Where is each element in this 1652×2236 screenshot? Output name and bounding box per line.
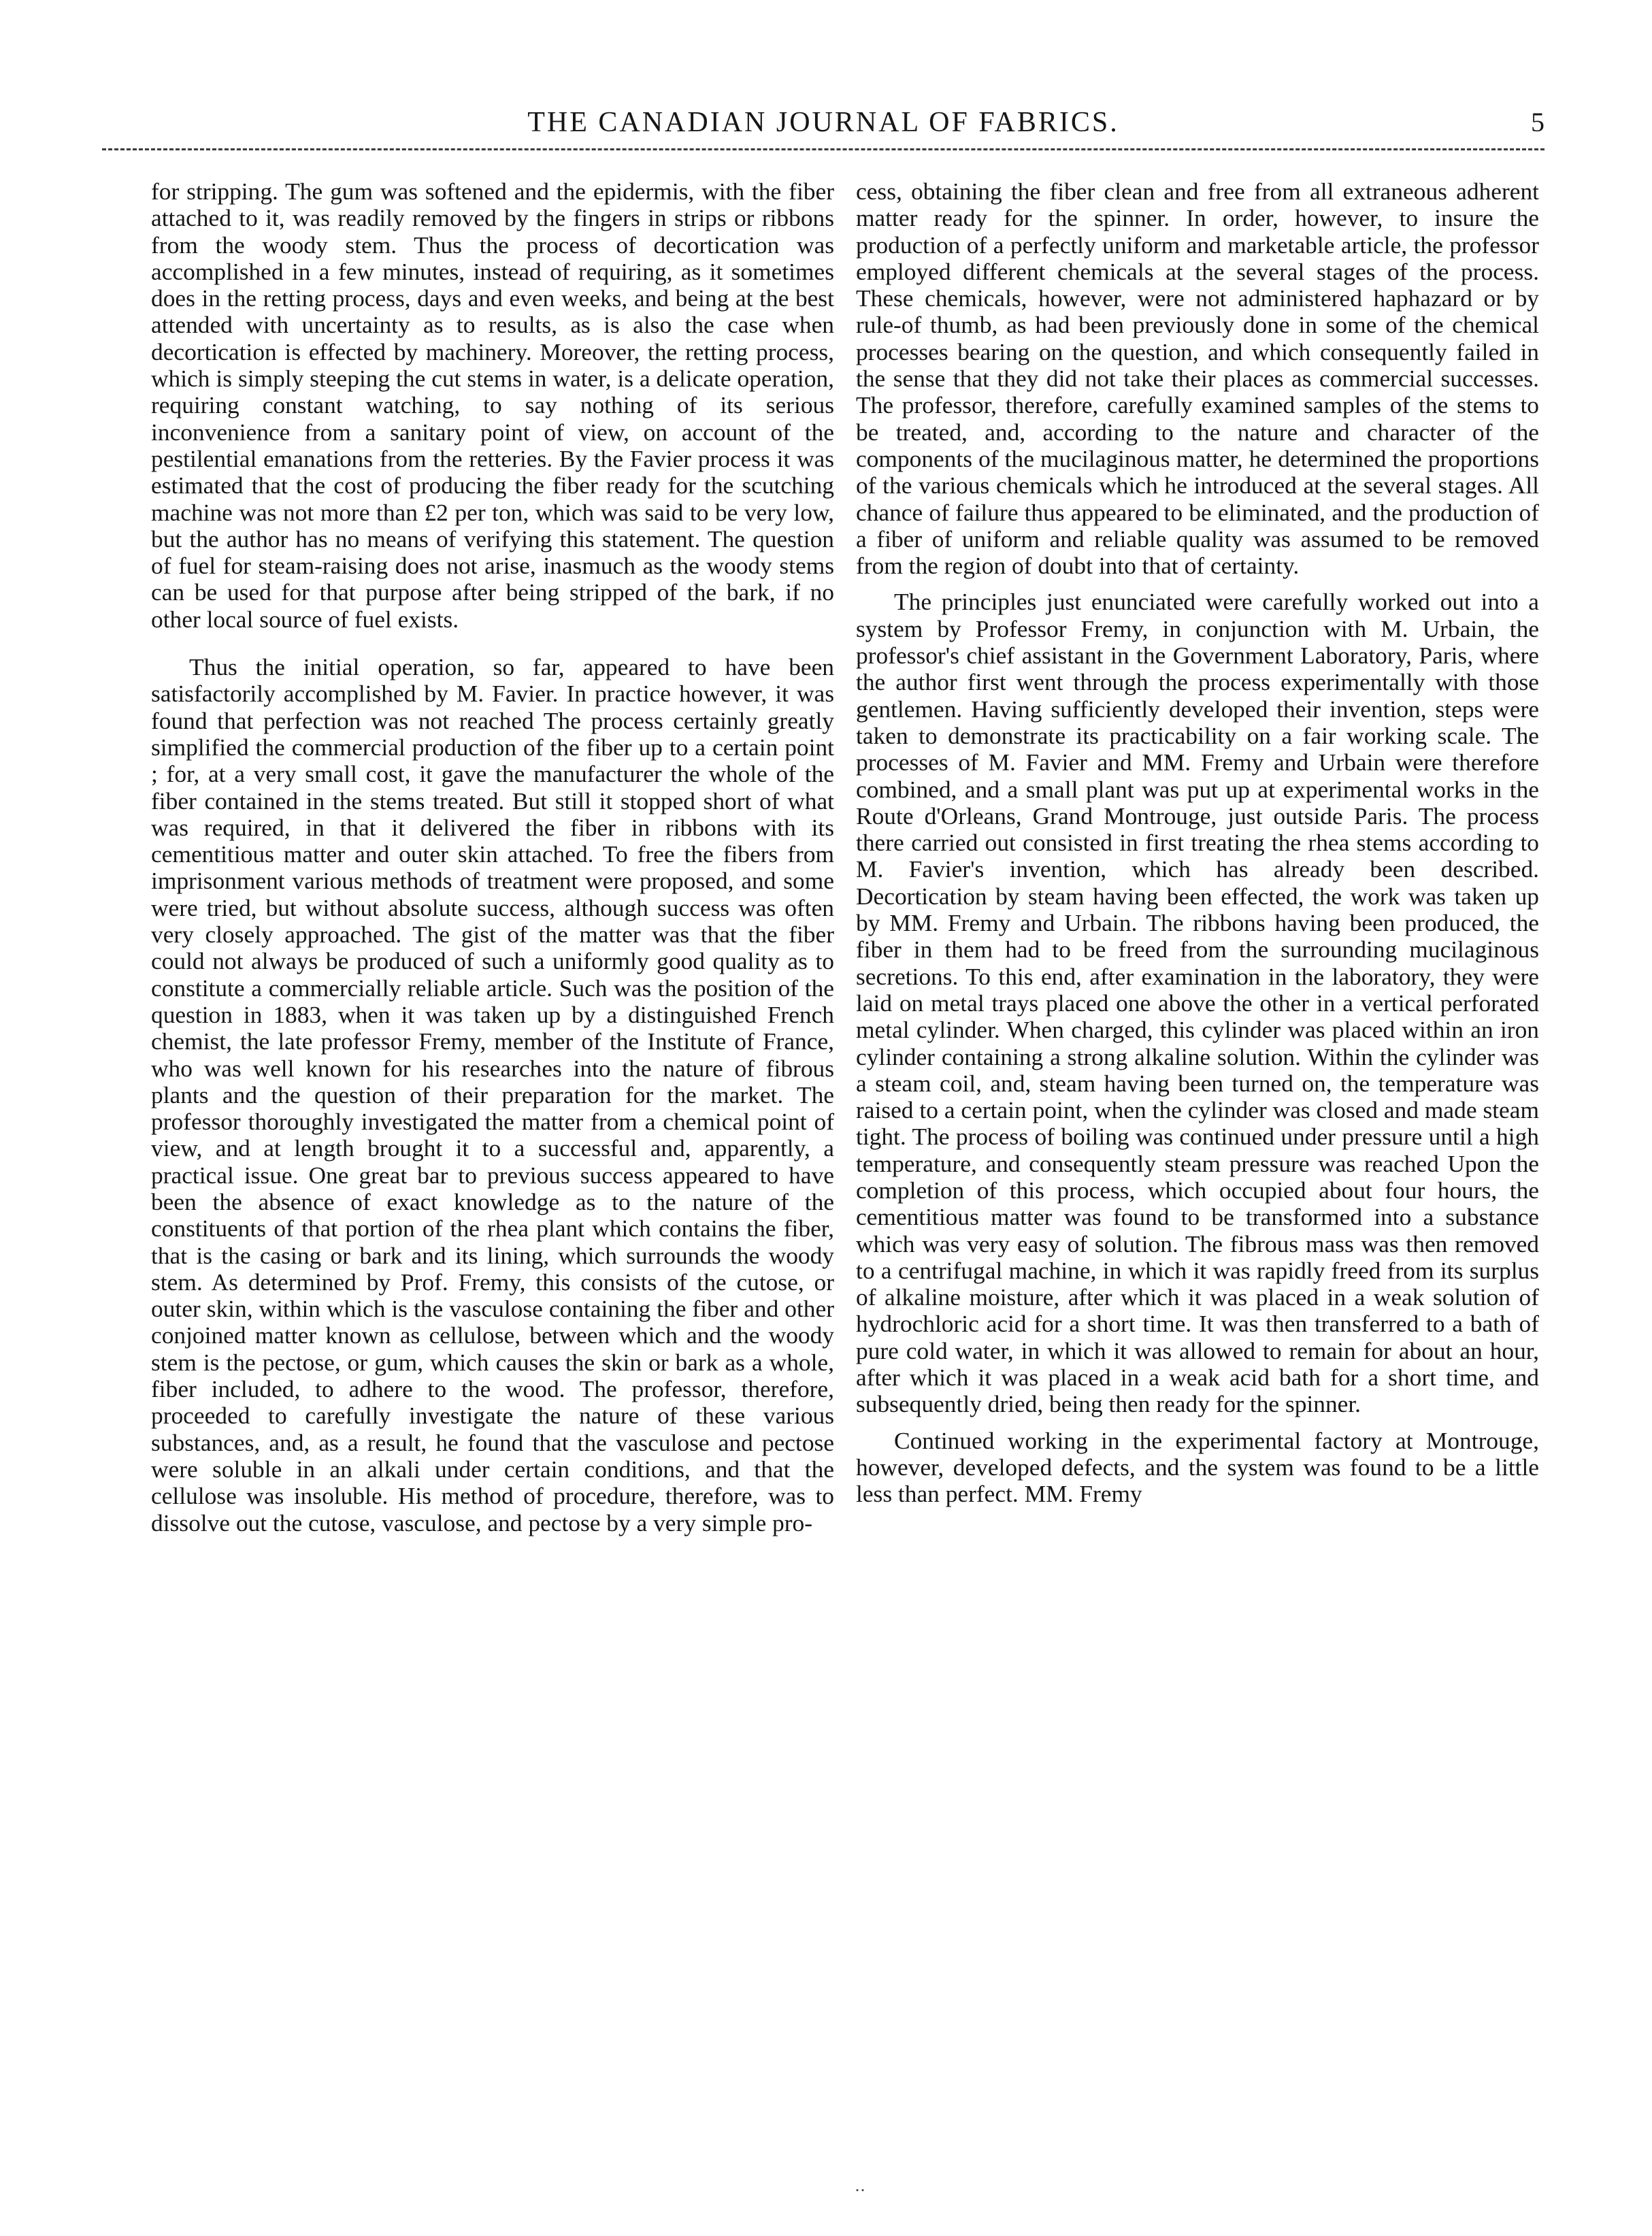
header-rule [102, 148, 1544, 150]
paragraph: Thus the initial operation, so far, appeared to have been satisfactorily accomplished by M. Favier. In practice however, it was found that perfection was not reached The process certainly greatly simplified the commercial production of the fiber up to a certain point ; for, at a very small cost, it gave the manufacturer the whole of the fiber contained in the stems treated. But still it stopped short of what was required, in that it delivered the fiber in ribbons with its cementitious matter and outer skin attached. To free the fibers from imprisonment various methods of treatment were proposed, and some were tried, but without absolute success, although success was often very closely approached. The gist of the matter was that the fiber could not always be produced of such a uniformly good quality as to constitute a commercially reliable article. Such was the position of the question in 1883, when it was taken up by a distinguished French chemist, the late professor Fremy, member of the Institute of France, who was well known for his researches into the nature of fibrous plants and the question of their preparation for the market. The professor thoroughly investigated the matter from a chemical point of view, and at length brought it to a successful and, apparently, a practical issue. One great bar to previous success appeared to have been the absence of exact knowledge as to the nature of the constituents of that portion of the rhea plant which contains the fiber, that is the casing or bark and its lining, which surrounds the woody stem. As determined by Prof. Fremy, this consists of the cutose, or outer skin, within which is the vasculose containing the fiber and other conjoined matter known as cellulose, between which and the woody stem is the pectose, or gum, which causes the skin or bark as a whole, fiber included, to adhere to the wood. The professor, therefore, proceeded to carefully investigate the nature of these various substances, and, as a result, he found that the vasculose and pectose were soluble in an alkali under certain conditions, and that the cellulose was insoluble. His method of procedure, therefore, was to dissolve out the cutose, vasculose, and pectose by a very simple pro- [151, 653, 834, 1536]
paragraph: Continued working in the experimental factory at Montrouge, however, developed defects, and the system was found to be a little less than perfect. MM. Fremy [856, 1426, 1539, 1508]
paragraph-continued: cess, obtaining the fiber clean and free from all extraneous adherent matter ready for the spinner. In order, however, to insure the production of a perfectly uniform and marketable article, the professor employed different chemicals at the several stages of the process. These chemicals, however, were not administered haphazard or by rule-of thumb, as had been previously done in some of the chemical processes bearing on the question, and which consequently failed in the sense that they did not take their places as commercial successes. The professor, therefore, carefully examined samples of the stems to be treated, and, according to the nature and character of the components of the mucilaginous matter, he determined the proportions of the various chemicals which he introduced at the several stages. All chance of failure thus appeared to be eliminated, and the production of a fiber of uniform and reliable quality was assumed to be removed from the region of doubt into that of certainty. [856, 178, 1539, 580]
scan-speck: ․․ [855, 2177, 866, 2195]
running-header [102, 102, 1544, 143]
paragraph-continued: for stripping. The gum was softened and the epidermis, with the fiber attached to it, was readily removed by the fingers in strips or ribbons from the woody stem. Thus the process of decortication was accomplished in a few minutes, instead of requiring, as it sometimes does in the retting process, days and even weeks, and being at the best attended with uncertainty as to results, as is also the case when decortication is effected by machinery. Moreover, the retting process, which is simply steeping the cut stems in water, is a delicate operation, requiring constant watching, to say nothing of its serious inconvenience from a sanitary point of view, on account of the pestilential emanations from the retteries. By the Favier process it was estimated that the cost of producing the fiber ready for the scutching machine was not more than £2 per ton, which was said to be very low, but the author has no means of verifying this statement. The question of fuel for steam-raising does not arise, inasmuch as the woody stems can be used for that purpose after being stripped of the bark, if no other local source of fuel exists. [151, 178, 834, 633]
paragraph: The principles just enunciated were carefully worked out into a system by Professor Fremy, in conjunction with M. Urbain, the professor's chief assistant in the Government Laboratory, Paris, where the author first went through the process experimentally with those gentlemen. Having sufficiently developed their invention, steps were taken to demonstrate its practicability on a fair working scale. The processes of M. Favier and MM. Fremy and Urbain were therefore combined, and a small plant was put up at experimental works in the Route d'Orleans, Grand Montrouge, just outside Paris. The process there carried out consisted in first treating the rhea stems according to M. Favier's invention, which has already been described. Decortication by steam having been effected, the work was taken up by MM. Fremy and Urbain. The ribbons having been produced, the fiber in them had to be freed from the surrounding mucilaginous secretions. To this end, after examination in the laboratory, they were laid on metal trays placed one above the other in a vertical perforated metal cylinder. When charged, this cylinder was placed within an iron cylinder containing a strong alkaline solution. Within the cylinder was a steam coil, and, steam having been turned on, the temperature was raised to a certain point, when the cylinder was closed and made steam tight. The process of boiling was continued under pressure until a high temperature, and consequently steam pressure was reached Upon the completion of this process, which occupied about four hours, the cementitious matter was found to be transformed into a substance which was very easy of solution. The fibrous mass was then removed to a centrifugal machine, in which it was rapidly freed from its surplus of alkaline moisture, after which it was placed in a weak solution of hydrochloric acid for a short time. It was then transferred to a bath of pure cold water, in which it was allowed to remain for about an hour, after which it was placed in a weak acid bath for a short time, and subsequently dried, being then ready for the spinner. [856, 588, 1539, 1418]
right-column [856, 178, 1539, 1508]
journal-title: THE CANADIAN JOURNAL OF FABRICS. [527, 107, 1119, 138]
left-column [151, 178, 834, 1536]
page-number: 5 [1531, 107, 1544, 137]
